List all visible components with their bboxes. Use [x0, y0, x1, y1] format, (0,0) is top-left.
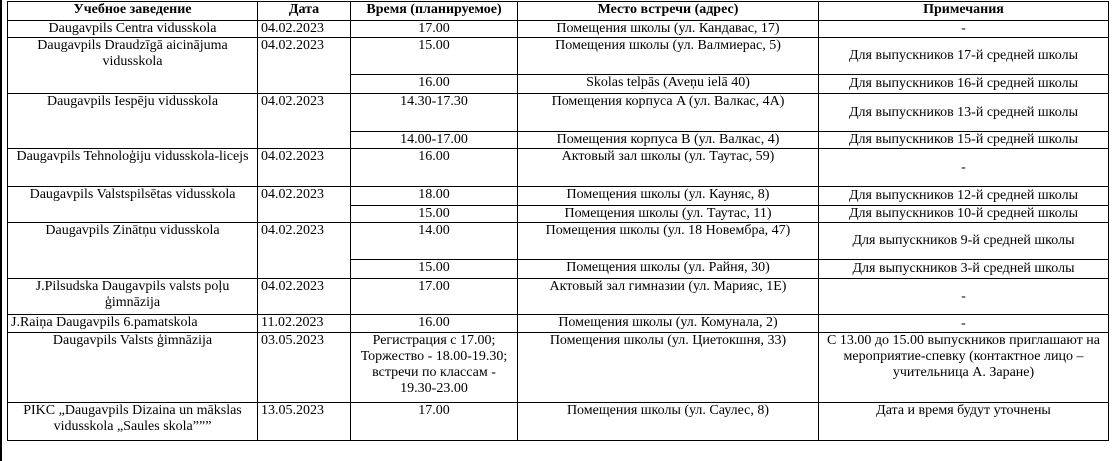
- notes-cell: С 13.00 до 15.00 выпускников приглашают на мероприятие-спевку (контактное лицо – учительница А. Заране): [819, 333, 1109, 403]
- date-cell: 04.02.2023: [258, 223, 351, 279]
- notes-cell: -: [819, 279, 1109, 315]
- date-cell: 11.02.2023: [258, 315, 351, 333]
- table-row: [8, 403, 1109, 441]
- date-cell: 04.02.2023: [258, 187, 351, 223]
- place-cell: Помещения школы (ул. Таутас, 11): [518, 206, 819, 223]
- time-cell: 14.00-17.00: [351, 132, 518, 149]
- date-cell: 04.02.2023: [258, 279, 351, 315]
- table-row: [8, 149, 1109, 187]
- notes-cell: Для выпускников 17-й средней школы: [819, 38, 1109, 75]
- place-cell: Помещения корпуса B (ул. Валкас, 4): [518, 132, 819, 149]
- place-cell: Помещения школы (ул. 18 Новембра, 47): [518, 223, 819, 260]
- table-row: [8, 223, 1109, 260]
- table-row: [8, 333, 1109, 403]
- time-cell: 16.00: [351, 315, 518, 333]
- notes-cell: Для выпускников 10-й средней школы: [819, 206, 1109, 223]
- time-cell: 15.00: [351, 260, 518, 279]
- place-cell: Помещения школы (ул. Райня, 30): [518, 260, 819, 279]
- notes-cell: -: [819, 149, 1109, 187]
- time-cell: 17.00: [351, 403, 518, 441]
- notes-cell: Дата и время будут уточнены: [819, 403, 1109, 441]
- place-cell: Skolas telpās (Aveņu ielā 40): [518, 75, 819, 94]
- place-cell: Помещения школы (ул. Саулес, 8): [518, 403, 819, 441]
- date-cell: 03.05.2023: [258, 333, 351, 403]
- school-cell: PIKC „Daugavpils Dizaina un mākslas vidusskola „Saules skola”””: [8, 403, 258, 441]
- time-cell: Регистрация с 17.00; Торжество - 18.00-19.30; встречи по классам - 19.30-23.00: [351, 333, 518, 403]
- time-cell: 15.00: [351, 38, 518, 75]
- school-cell: Daugavpils Valsts ģimnāzija: [8, 333, 258, 403]
- place-cell: Актовый зал гимназии (ул. Марияс, 1Е): [518, 279, 819, 315]
- header-row: [8, 2, 1109, 21]
- place-cell: Актовый зал школы (ул. Таутас, 59): [518, 149, 819, 187]
- table-row: [8, 187, 1109, 206]
- place-cell: Помещения школы (ул. Валмиерас, 5): [518, 38, 819, 75]
- header-school: Учебное заведение: [8, 2, 258, 21]
- school-cell: Daugavpils Draudzīgā aicinājuma vidusskola: [8, 38, 258, 94]
- time-cell: 14.30-17.30: [351, 94, 518, 132]
- header-date: Дата: [258, 2, 351, 21]
- place-cell: Помещения школы (ул. Комунала, 2): [518, 315, 819, 333]
- date-cell: 04.02.2023: [258, 38, 351, 94]
- place-cell: Помещения школы (ул. Кандавас, 17): [518, 21, 819, 38]
- schedule-table-wrapper: [7, 1, 1109, 441]
- school-cell: Daugavpils Tehnoloģiju vidusskola-licejs: [8, 149, 258, 187]
- school-cell: Daugavpils Valstspilsētas vidusskola: [8, 187, 258, 223]
- time-cell: 17.00: [351, 21, 518, 38]
- schedule-table: [7, 1, 1109, 441]
- notes-cell: Для выпускников 16-й средней школы: [819, 75, 1109, 94]
- notes-cell: Для выпускников 3-й средней школы: [819, 260, 1109, 279]
- time-cell: 16.00: [351, 75, 518, 94]
- school-cell: Daugavpils Zinātņu vidusskola: [8, 223, 258, 279]
- date-cell: 13.05.2023: [258, 403, 351, 441]
- notes-cell: -: [819, 315, 1109, 333]
- notes-cell: Для выпускников 9-й средней школы: [819, 223, 1109, 260]
- left-edge-line: [0, 0, 2, 461]
- notes-cell: -: [819, 21, 1109, 38]
- table-row: [8, 38, 1109, 75]
- notes-cell: Для выпускников 13-й средней школы: [819, 94, 1109, 132]
- header-place: Место встречи (адрес): [518, 2, 819, 21]
- date-cell: 04.02.2023: [258, 21, 351, 38]
- header-time: Время (планируемое): [351, 2, 518, 21]
- place-cell: Помещения школы (ул. Циетокшня, 33): [518, 333, 819, 403]
- table-row: [8, 315, 1109, 333]
- school-cell: Daugavpils Centra vidusskola: [8, 21, 258, 38]
- time-cell: 15.00: [351, 206, 518, 223]
- school-cell: J.Raiņa Daugavpils 6.pamatskola: [8, 315, 258, 333]
- notes-cell: Для выпускников 15-й средней школы: [819, 132, 1109, 149]
- time-cell: 17.00: [351, 279, 518, 315]
- place-cell: Помещения школы (ул. Кауняс, 8): [518, 187, 819, 206]
- notes-cell: Для выпускников 12-й средней школы: [819, 187, 1109, 206]
- place-cell: Помещения корпуса A (ул. Валкас, 4А): [518, 94, 819, 132]
- date-cell: 04.02.2023: [258, 94, 351, 149]
- date-cell: 04.02.2023: [258, 149, 351, 187]
- table-row: [8, 94, 1109, 132]
- time-cell: 16.00: [351, 149, 518, 187]
- table-row: [8, 279, 1109, 315]
- time-cell: 14.00: [351, 223, 518, 260]
- time-cell: 18.00: [351, 187, 518, 206]
- table-row: [8, 21, 1109, 38]
- school-cell: Daugavpils Iespēju vidusskola: [8, 94, 258, 149]
- school-cell: J.Pilsudska Daugavpils valsts poļu ģimnāzija: [8, 279, 258, 315]
- header-notes: Примечания: [819, 2, 1109, 21]
